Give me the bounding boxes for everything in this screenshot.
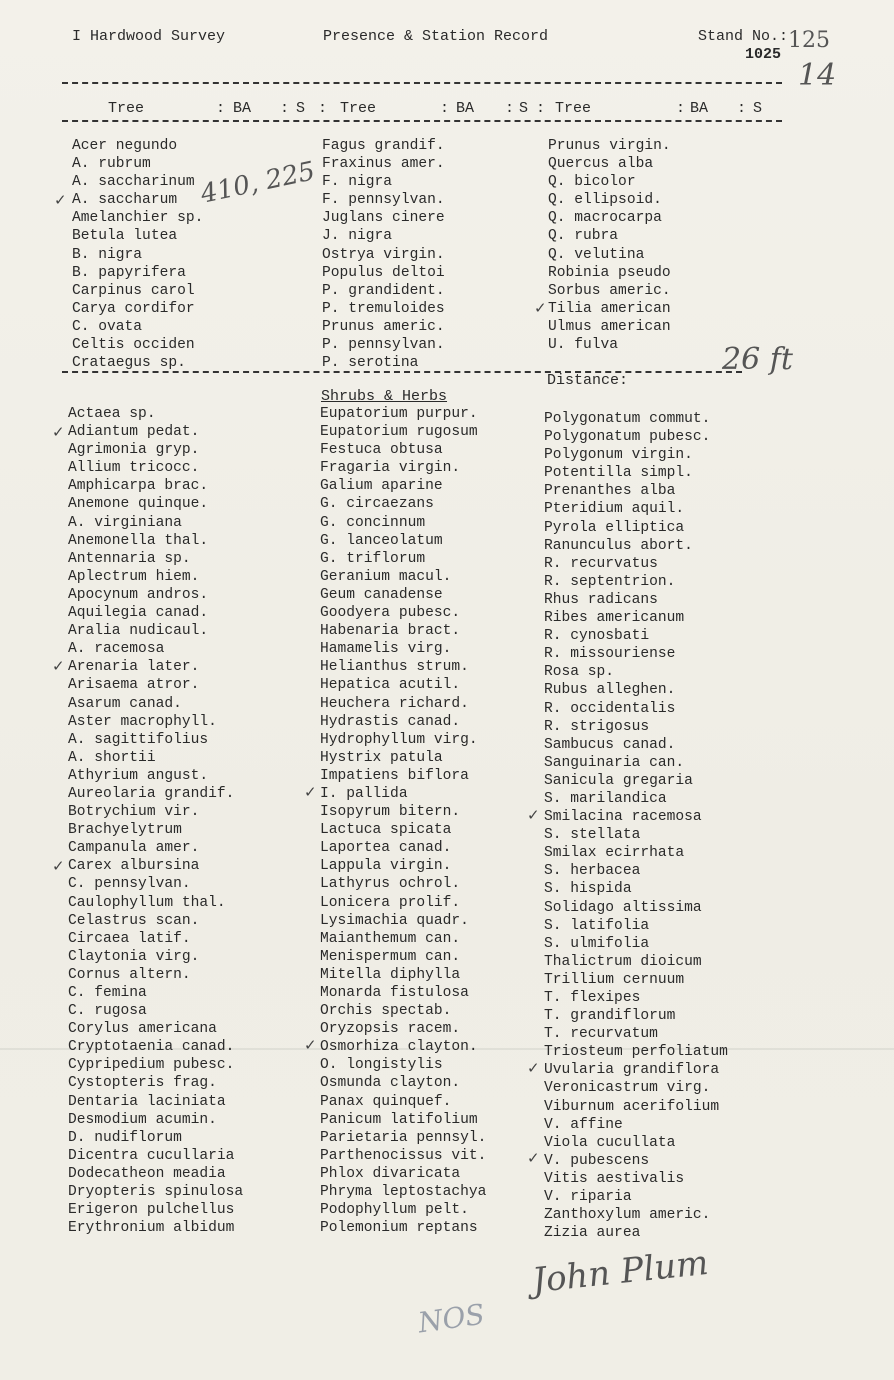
list-item: Orchis spectab. xyxy=(320,1003,452,1020)
list-item: Robinia pseudo xyxy=(548,264,671,281)
herb-list-1 xyxy=(68,405,243,1237)
list-item: Lysimachia quadr. xyxy=(320,912,469,929)
list-item: V. riparia xyxy=(544,1189,632,1206)
saccharum-ba-note: 410, 225 xyxy=(198,156,318,210)
list-item: P. serotina xyxy=(322,355,419,372)
list-item: P. grandident. xyxy=(322,282,445,299)
list-item: Polemonium reptans xyxy=(320,1220,478,1237)
list-item: Campanula amer. xyxy=(68,840,200,857)
list-item: Solidago altissima xyxy=(544,899,702,916)
list-item: Aquilegia canad. xyxy=(68,605,209,622)
list-item: Hydrophyllum virg. xyxy=(320,731,478,748)
check-mark-icon: ✓ xyxy=(527,1149,540,1167)
list-item: Lactuca spicata xyxy=(320,822,452,839)
survey-title: I Hardwood Survey xyxy=(72,28,226,45)
list-item: Phryma leptostachya xyxy=(320,1184,487,1201)
list-item: Dentaria laciniata xyxy=(68,1093,226,1110)
list-item: Juglans cinere xyxy=(322,210,445,227)
list-item: Zizia aurea xyxy=(544,1225,641,1242)
list-item: A. sagittifolius xyxy=(68,731,209,748)
list-item: Heuchera richard. xyxy=(320,695,469,712)
list-item: Apocynum andros. xyxy=(68,586,209,603)
list-item: Q. rubra xyxy=(548,228,619,245)
list-item: Sorbus americ. xyxy=(548,282,671,299)
list-item: Dryopteris spinulosa xyxy=(68,1184,244,1201)
list-item: Corylus americana xyxy=(68,1021,217,1038)
tree-list-3 xyxy=(548,137,671,354)
stand-label: Stand No.: xyxy=(698,28,789,45)
list-item: Hystrix patula xyxy=(320,749,443,766)
list-item: A. rubrum xyxy=(72,156,151,173)
list-item: Hamamelis virg. xyxy=(320,641,452,658)
list-item: P. pennsylvan. xyxy=(322,337,445,354)
list-item: Lappula virgin. xyxy=(320,858,452,875)
list-item: Eupatorium purpur. xyxy=(320,406,478,422)
list-item: Panicum latifolium xyxy=(320,1111,478,1128)
list-item: D. nudiflorum xyxy=(68,1129,182,1146)
list-item: G. lanceolatum xyxy=(320,532,443,549)
list-item: T. grandiflorum xyxy=(544,1008,676,1025)
col-s-2: S xyxy=(519,100,529,117)
col-sep: : xyxy=(505,100,515,117)
list-item: B. nigra xyxy=(72,246,143,263)
list-item: Desmodium acumin. xyxy=(68,1111,217,1128)
distance-label: Distance: xyxy=(547,372,629,389)
list-item: Viburnum acerifolium xyxy=(544,1098,720,1115)
list-item: Q. macrocarpa xyxy=(548,210,662,227)
list-item: F. pennsylvan. xyxy=(322,192,445,209)
list-item: V. pubescens xyxy=(544,1152,650,1169)
tree-section-rule xyxy=(62,371,742,373)
check-mark-icon: ✓ xyxy=(52,657,65,675)
list-item: A. saccharinum xyxy=(72,174,195,191)
list-item: Pyrola elliptica xyxy=(544,519,685,536)
list-item: Lathyrus ochrol. xyxy=(320,876,461,893)
list-item: Habenaria bract. xyxy=(320,623,461,640)
list-item: S. hispida xyxy=(544,881,632,898)
list-item: C. rugosa xyxy=(68,1003,147,1020)
herb-list-2 xyxy=(320,405,486,1237)
shrubs-herbs-heading: Shrubs & Herbs xyxy=(321,388,448,405)
list-item: Antennaria sp. xyxy=(68,550,191,567)
list-item: V. affine xyxy=(544,1116,623,1133)
list-item: R. septentrion. xyxy=(544,573,676,590)
list-item: F. nigra xyxy=(322,174,393,191)
col-sep: : xyxy=(536,100,546,117)
list-item: Mitella diphylla xyxy=(320,966,461,983)
list-item: Hepatica acutil. xyxy=(320,677,461,694)
list-item: Eupatorium rugosum xyxy=(320,424,478,441)
list-item: Menispermum can. xyxy=(320,948,461,965)
list-item: Caulophyllum thal. xyxy=(68,894,226,911)
list-item: Zanthoxylum americ. xyxy=(544,1207,711,1224)
list-item: Goodyera pubesc. xyxy=(320,605,461,622)
list-item: Anemone quinque. xyxy=(68,496,209,513)
list-item: R. cynosbati xyxy=(544,628,650,645)
list-item: R. recurvatus xyxy=(544,555,658,572)
list-item: Carya cordifor xyxy=(72,300,195,317)
list-item: Osmunda clayton. xyxy=(320,1075,461,1092)
list-item: Potentilla simpl. xyxy=(544,465,693,482)
check-mark-icon: ✓ xyxy=(54,191,67,209)
col-tree-2: Tree xyxy=(340,100,377,117)
list-item: Aster macrophyll. xyxy=(68,713,217,730)
col-ba-1: BA xyxy=(233,100,252,117)
list-item: Carpinus carol xyxy=(72,282,195,299)
list-item: Geranium macul. xyxy=(320,568,452,585)
list-item: Anemonella thal. xyxy=(68,532,209,549)
list-item: Ostrya virgin. xyxy=(322,246,445,263)
list-item: Rubus alleghen. xyxy=(544,682,676,699)
list-item: Rosa sp. xyxy=(544,664,615,681)
list-item: Populus deltoi xyxy=(322,264,445,281)
list-item: Arenaria later. xyxy=(68,659,200,676)
list-item: Brachyelytrum xyxy=(68,822,182,839)
list-item: Rhus radicans xyxy=(544,591,658,608)
list-item: Aplectrum hiem. xyxy=(68,568,200,585)
list-item: Allium tricocc. xyxy=(68,460,200,477)
list-item: Aureolaria grandif. xyxy=(68,785,235,802)
list-item: Fagus grandif. xyxy=(322,138,445,154)
col-ba-2: BA xyxy=(456,100,475,117)
check-mark-icon: ✓ xyxy=(527,1059,540,1077)
check-mark-icon: ✓ xyxy=(527,806,540,824)
col-sep: : xyxy=(318,100,328,117)
list-item: Circaea latif. xyxy=(68,930,191,947)
list-item: Festuca obtusa xyxy=(320,442,443,459)
list-item: Carex albursina xyxy=(68,858,200,875)
list-item: Prunus americ. xyxy=(322,318,445,335)
list-item: Celastrus scan. xyxy=(68,912,200,929)
check-mark-icon: ✓ xyxy=(52,857,65,875)
list-item: Agrimonia gryp. xyxy=(68,442,200,459)
list-item: Smilacina racemosa xyxy=(544,809,702,826)
col-tree-1: Tree xyxy=(108,100,145,117)
list-item: G. circaezans xyxy=(320,496,434,513)
check-mark-icon: ✓ xyxy=(304,783,317,801)
col-s-1: S xyxy=(296,100,306,117)
list-item: B. papyrifera xyxy=(72,264,186,281)
list-item: C. pennsylvan. xyxy=(68,876,191,893)
col-tree-3: Tree xyxy=(555,100,592,117)
list-item: Sambucus canad. xyxy=(544,736,676,753)
list-item: J. nigra xyxy=(322,228,393,245)
header-rule-bottom xyxy=(62,120,782,122)
list-item: Trillium cernuum xyxy=(544,971,685,988)
distance-value: 26 ft xyxy=(722,342,793,377)
list-item: Isopyrum bitern. xyxy=(320,804,461,821)
list-item: Amphicarpa brac. xyxy=(68,478,209,495)
list-item: Podophyllum pelt. xyxy=(320,1202,469,1219)
list-item: Uvularia grandiflora xyxy=(544,1062,720,1079)
list-item: Arisaema atror. xyxy=(68,677,200,694)
stand-number-handwritten: 125 xyxy=(788,28,830,53)
list-item: Erythronium albidum xyxy=(68,1220,235,1237)
col-sep: : xyxy=(216,100,226,117)
list-item: T. recurvatum xyxy=(544,1026,658,1043)
check-mark-icon: ✓ xyxy=(534,299,547,317)
col-sep: : xyxy=(440,100,450,117)
col-ba-3: BA xyxy=(690,100,709,117)
list-item: Botrychium vir. xyxy=(68,804,200,821)
tree-list-1 xyxy=(72,137,203,372)
col-sep: : xyxy=(676,100,686,117)
bottom-note: NOS xyxy=(416,1297,487,1340)
header-rule-top xyxy=(62,82,782,84)
list-item: Prunus virgin. xyxy=(548,138,671,154)
list-item: Cypripedium pubesc. xyxy=(68,1057,235,1074)
list-item: Ranunculus abort. xyxy=(544,537,693,554)
list-item: S. ulmifolia xyxy=(544,935,650,952)
list-item: Hydrastis canad. xyxy=(320,713,461,730)
list-item: Geum canadense xyxy=(320,586,443,603)
list-item: A. shortii xyxy=(68,749,156,766)
list-item: Fragaria virgin. xyxy=(320,460,461,477)
list-item: Parietaria pennsyl. xyxy=(320,1129,487,1146)
list-item: Pteridium aquil. xyxy=(544,501,685,518)
list-item: Tilia american xyxy=(548,300,671,317)
list-item: Vitis aestivalis xyxy=(544,1170,685,1187)
list-item: Sanicula gregaria xyxy=(544,772,693,789)
list-item: Adiantum pedat. xyxy=(68,424,200,441)
list-item: Asarum canad. xyxy=(68,695,182,712)
list-item: Q. bicolor xyxy=(548,174,636,191)
list-item: I. pallida xyxy=(320,785,408,802)
list-item: Parthenocissus vit. xyxy=(320,1147,487,1164)
list-item: Cornus altern. xyxy=(68,966,191,983)
list-item: Lonicera prolif. xyxy=(320,894,461,911)
list-item: S. herbacea xyxy=(544,863,641,880)
stand-extra-handwritten: 14 xyxy=(798,58,837,93)
stand-number-typed: 1025 xyxy=(745,46,782,63)
list-item: Fraxinus amer. xyxy=(322,156,445,173)
list-item: S. stellata xyxy=(544,827,641,844)
list-item: Q. ellipsoid. xyxy=(548,192,662,209)
list-item: Dicentra cucullaria xyxy=(68,1147,235,1164)
list-item: Cystopteris frag. xyxy=(68,1075,217,1092)
list-item: Actaea sp. xyxy=(68,406,156,422)
tree-list-2 xyxy=(322,137,445,372)
list-item: Panax quinquef. xyxy=(320,1093,452,1110)
signature: John Plum xyxy=(530,1242,711,1302)
list-item: Smilax ecirrhata xyxy=(544,845,685,862)
list-item: Quercus alba xyxy=(548,156,654,173)
list-item: Phlox divaricata xyxy=(320,1165,461,1182)
list-item: Helianthus strum. xyxy=(320,659,469,676)
list-item: Celtis occiden xyxy=(72,337,195,354)
list-item: T. flexipes xyxy=(544,990,641,1006)
list-item: A. saccharum xyxy=(72,192,178,209)
list-item: A. racemosa xyxy=(68,641,165,658)
list-item: A. virginiana xyxy=(68,514,182,531)
list-item: Monarda fistulosa xyxy=(320,985,469,1001)
check-mark-icon: ✓ xyxy=(304,1036,317,1054)
list-item: Osmorhiza clayton. xyxy=(320,1039,478,1056)
list-item: Cryptotaenia canad. xyxy=(68,1039,235,1056)
list-item: Claytonia virg. xyxy=(68,948,200,965)
list-item: Veronicastrum virg. xyxy=(544,1080,711,1097)
list-item: Polygonatum commut. xyxy=(544,411,711,427)
list-item: Crataegus sp. xyxy=(72,355,186,372)
list-item: R. occidentalis xyxy=(544,700,676,717)
list-item: Betula lutea xyxy=(72,228,178,245)
list-item: Athyrium angust. xyxy=(68,767,209,784)
list-item: Sanguinaria can. xyxy=(544,754,685,771)
list-item: Polygonatum pubesc. xyxy=(544,429,711,446)
list-item: C. femina xyxy=(68,985,147,1001)
list-item: Viola cucullata xyxy=(544,1134,676,1151)
list-item: Dodecatheon meadia xyxy=(68,1165,226,1182)
col-sep: : xyxy=(737,100,747,117)
list-item: Q. velutina xyxy=(548,246,645,263)
list-item: R. strigosus xyxy=(544,718,650,735)
list-item: U. fulva xyxy=(548,337,619,354)
list-item: S. marilandica xyxy=(544,790,667,807)
record-title: Presence & Station Record xyxy=(323,28,549,45)
list-item: Galium aparine xyxy=(320,478,443,495)
check-mark-icon: ✓ xyxy=(52,423,65,441)
list-item: Ribes americanum xyxy=(544,610,685,627)
list-item: Oryzopsis racem. xyxy=(320,1021,461,1038)
herb-list-3 xyxy=(544,410,728,1242)
list-item: C. ovata xyxy=(72,318,143,335)
list-item: Laportea canad. xyxy=(320,840,452,857)
list-item: Polygonum virgin. xyxy=(544,447,693,464)
list-item: Erigeron pulchellus xyxy=(68,1202,235,1219)
list-item: O. longistylis xyxy=(320,1057,443,1074)
list-item: Maianthemum can. xyxy=(320,930,461,947)
list-item: Acer negundo xyxy=(72,138,178,154)
list-item: P. tremuloides xyxy=(322,300,445,317)
list-item: Aralia nudicaul. xyxy=(68,623,209,640)
list-item: Impatiens biflora xyxy=(320,767,469,784)
list-item: G. triflorum xyxy=(320,550,426,567)
list-item: Amelanchier sp. xyxy=(72,210,204,227)
list-item: Ulmus american xyxy=(548,318,671,335)
list-item: R. missouriense xyxy=(544,646,676,663)
list-item: S. latifolia xyxy=(544,917,650,934)
list-item: Prenanthes alba xyxy=(544,483,676,500)
col-s-3: S xyxy=(753,100,763,117)
list-item: Triosteum perfoliatum xyxy=(544,1044,728,1061)
list-item: Thalictrum dioicum xyxy=(544,953,702,970)
col-sep: : xyxy=(280,100,290,117)
list-item: G. concinnum xyxy=(320,514,426,531)
